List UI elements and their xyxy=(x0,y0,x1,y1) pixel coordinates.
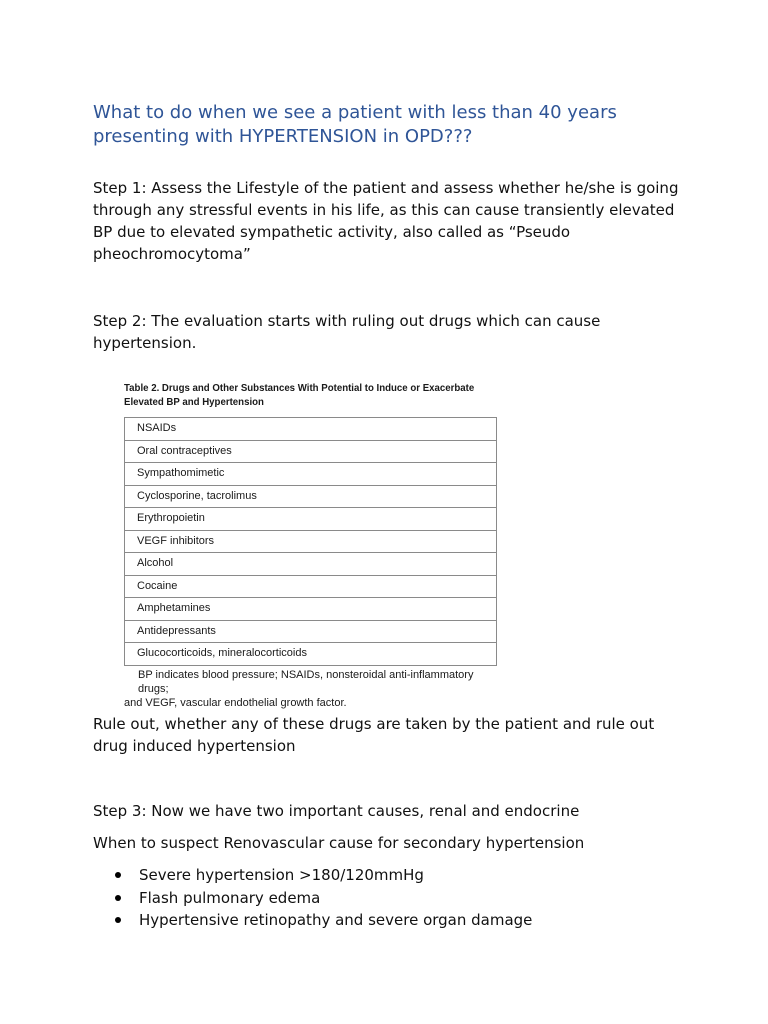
table-cell: VEGF inhibitors xyxy=(125,530,497,553)
table-cell: Antidepressants xyxy=(125,620,497,643)
list-item xyxy=(93,887,532,910)
table-row xyxy=(125,440,497,463)
table-cell: Cocaine xyxy=(125,575,497,598)
bullet-icon xyxy=(115,895,121,901)
table-title: Table 2. Drugs and Other Substances With Potential to Induce or Exacerbate Elevated BP and Hypertension xyxy=(124,382,475,408)
table-row xyxy=(125,643,497,666)
bullet-icon xyxy=(115,917,121,923)
suspect-heading: When to suspect Renovascular cause for secondary hypertension xyxy=(93,834,585,852)
table-cell: Sympathomimetic xyxy=(125,463,497,486)
table-row xyxy=(125,463,497,486)
step-1-paragraph: Step 1: Assess the Lifestyle of the patient and assess whether he/she is going through any stressful events in his life, as this can cause transiently elevated BP due to elevated sympathetic activity, also called as “Pseudo pheochromocytoma” xyxy=(93,179,679,263)
table-row xyxy=(125,485,497,508)
table-cell: Amphetamines xyxy=(125,598,497,621)
renovascular-criteria-list xyxy=(93,864,532,932)
step-3-paragraph: Step 3: Now we have two important causes, renal and endocrine xyxy=(93,802,580,820)
drug-table xyxy=(124,417,497,666)
list-item-text: Severe hypertension >180/120mmHg xyxy=(139,866,424,884)
table-row xyxy=(125,418,497,441)
table-row xyxy=(125,508,497,531)
list-item xyxy=(93,864,532,887)
table-row xyxy=(125,530,497,553)
table-footnote-line-1: BP indicates blood pressure; NSAIDs, nonsteroidal anti-inflammatory drugs; xyxy=(138,668,474,695)
table-cell: Erythropoietin xyxy=(125,508,497,531)
table-row xyxy=(125,575,497,598)
table-cell: Alcohol xyxy=(125,553,497,576)
table-cell: Oral contraceptives xyxy=(125,440,497,463)
table-row xyxy=(125,620,497,643)
rule-out-paragraph: Rule out, whether any of these drugs are taken by the patient and rule out drug induced hypertension xyxy=(93,715,655,755)
list-item-text: Flash pulmonary edema xyxy=(139,888,321,907)
table-cell: NSAIDs xyxy=(125,418,497,441)
table-footnote-line-2: and VEGF, vascular endothelial growth factor. xyxy=(124,696,347,709)
list-item-text: Hypertensive retinopathy and severe organ damage xyxy=(139,911,533,929)
bullet-icon xyxy=(115,872,121,878)
table-cell: Cyclosporine, tacrolimus xyxy=(125,485,497,508)
page-heading: What to do when we see a patient with less than 40 years presenting with HYPERTENSION in OPD??? xyxy=(93,102,617,147)
table-row xyxy=(125,598,497,621)
table-cell: Glucocorticoids, mineralocorticoids xyxy=(125,643,497,666)
drug-table-figure xyxy=(124,381,504,710)
table-footnote xyxy=(124,668,504,710)
list-item xyxy=(93,909,532,932)
step-2-paragraph: Step 2: The evaluation starts with ruling out drugs which can cause hypertension. xyxy=(93,312,601,352)
table-row xyxy=(125,553,497,576)
